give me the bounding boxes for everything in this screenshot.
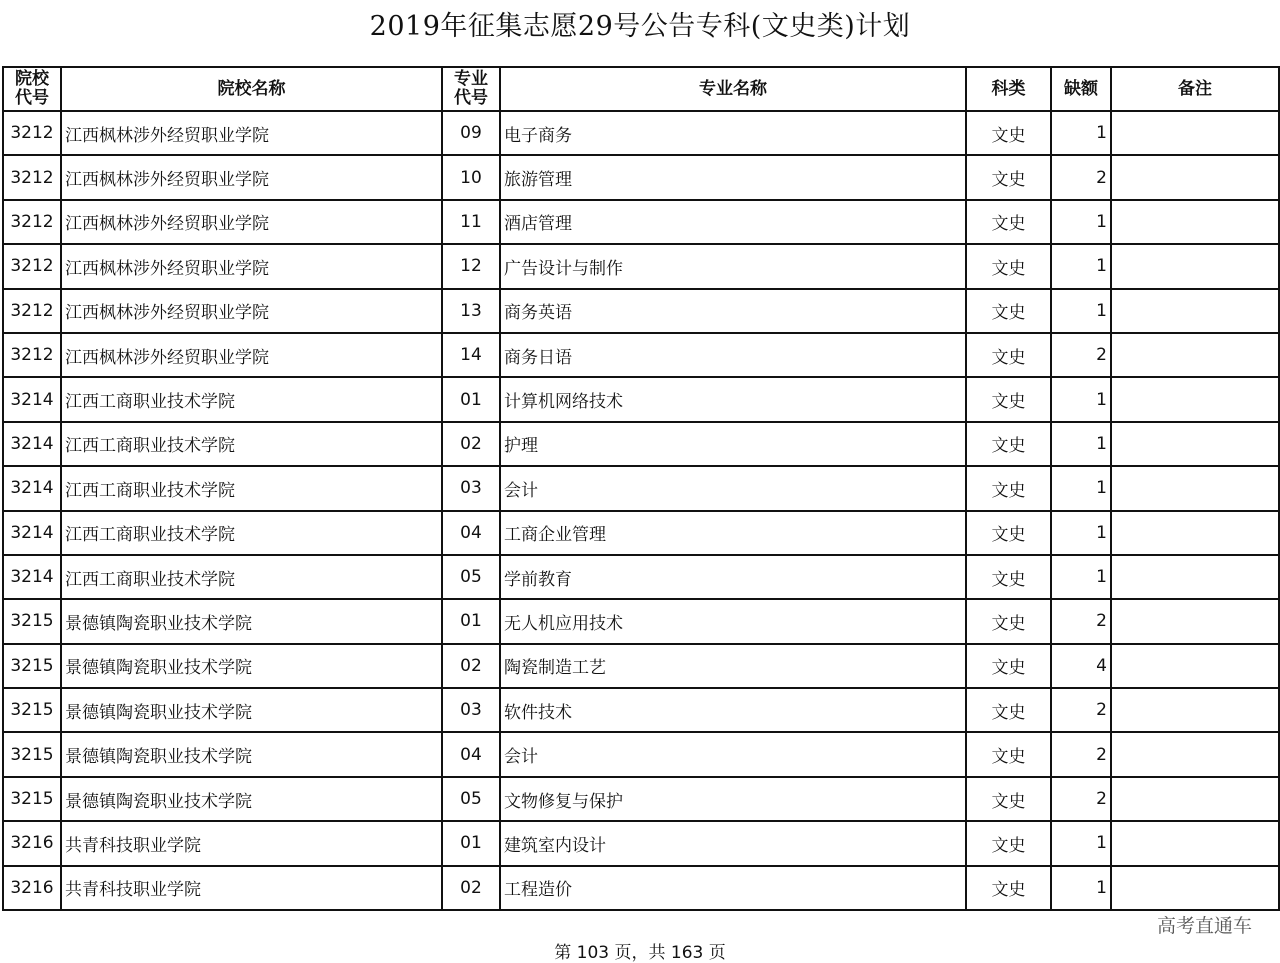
- table-row: [3, 555, 1279, 599]
- table-header-row: [3, 67, 1279, 111]
- table-row: [3, 200, 1279, 244]
- cell-vacancy: 1: [1051, 289, 1111, 333]
- cell-vacancy: 1: [1051, 821, 1111, 865]
- cell-vacancy: 2: [1051, 333, 1111, 377]
- cell-school-name: 江西枫林涉外经贸职业学院: [61, 155, 442, 199]
- cell-category: 文史: [966, 599, 1051, 643]
- cell-remarks: [1111, 555, 1279, 599]
- cell-major-name: 无人机应用技术: [500, 599, 966, 643]
- table-row: [3, 644, 1279, 688]
- table-row: [3, 821, 1279, 865]
- cell-school-code: 3215: [3, 644, 61, 688]
- cell-school-code: 3212: [3, 333, 61, 377]
- cell-remarks: [1111, 732, 1279, 776]
- table-row: [3, 377, 1279, 421]
- cell-major-code: 13: [442, 289, 500, 333]
- cell-vacancy: 2: [1051, 599, 1111, 643]
- cell-major-name: 电子商务: [500, 111, 966, 155]
- cell-major-code: 02: [442, 422, 500, 466]
- cell-major-name: 旅游管理: [500, 155, 966, 199]
- cell-major-name: 陶瓷制造工艺: [500, 644, 966, 688]
- cell-category: 文史: [966, 289, 1051, 333]
- cell-major-name: 工程造价: [500, 866, 966, 910]
- cell-major-code: 01: [442, 821, 500, 865]
- cell-school-code: 3216: [3, 821, 61, 865]
- table-row: [3, 155, 1279, 199]
- cell-category: 文史: [966, 866, 1051, 910]
- cell-category: 文史: [966, 422, 1051, 466]
- cell-remarks: [1111, 333, 1279, 377]
- header-major-name: 专业名称: [500, 67, 966, 111]
- cell-major-name: 广告设计与制作: [500, 244, 966, 288]
- cell-school-name: 江西工商职业技术学院: [61, 511, 442, 555]
- cell-major-name: 商务英语: [500, 289, 966, 333]
- table-row: [3, 111, 1279, 155]
- cell-remarks: [1111, 111, 1279, 155]
- cell-category: 文史: [966, 777, 1051, 821]
- cell-school-code: 3214: [3, 377, 61, 421]
- watermark: 高考直通车: [1156, 915, 1252, 937]
- cell-school-name: 共青科技职业学院: [61, 821, 442, 865]
- cell-school-code: 3215: [3, 732, 61, 776]
- cell-major-name: 文物修复与保护: [500, 777, 966, 821]
- cell-major-name: 软件技术: [500, 688, 966, 732]
- table-row: [3, 599, 1279, 643]
- table-row: [3, 466, 1279, 510]
- cell-remarks: [1111, 422, 1279, 466]
- cell-school-code: 3214: [3, 555, 61, 599]
- cell-school-name: 江西工商职业技术学院: [61, 555, 442, 599]
- cell-vacancy: 1: [1051, 200, 1111, 244]
- cell-remarks: [1111, 821, 1279, 865]
- cell-school-name: 江西工商职业技术学院: [61, 377, 442, 421]
- cell-school-name: 江西工商职业技术学院: [61, 422, 442, 466]
- cell-vacancy: 1: [1051, 244, 1111, 288]
- cell-remarks: [1111, 200, 1279, 244]
- cell-category: 文史: [966, 555, 1051, 599]
- page-footer: 第 103 页，共 163 页: [554, 943, 726, 963]
- cell-major-name: 工商企业管理: [500, 511, 966, 555]
- cell-vacancy: 2: [1051, 777, 1111, 821]
- table-row: [3, 511, 1279, 555]
- cell-remarks: [1111, 377, 1279, 421]
- cell-remarks: [1111, 511, 1279, 555]
- cell-major-name: 计算机网络技术: [500, 377, 966, 421]
- cell-remarks: [1111, 866, 1279, 910]
- cell-vacancy: 1: [1051, 866, 1111, 910]
- cell-vacancy: 2: [1051, 155, 1111, 199]
- cell-school-name: 景德镇陶瓷职业技术学院: [61, 732, 442, 776]
- cell-school-code: 3215: [3, 599, 61, 643]
- cell-remarks: [1111, 688, 1279, 732]
- cell-major-code: 02: [442, 644, 500, 688]
- page-title: 2019年征集志愿29号公告专科(文史类)计划: [369, 11, 911, 42]
- cell-major-code: 05: [442, 777, 500, 821]
- cell-major-code: 04: [442, 511, 500, 555]
- header-major-code: 专业代号: [442, 67, 500, 111]
- cell-major-name: 学前教育: [500, 555, 966, 599]
- cell-major-code: 04: [442, 732, 500, 776]
- cell-major-code: 09: [442, 111, 500, 155]
- cell-category: 文史: [966, 333, 1051, 377]
- cell-major-code: 02: [442, 866, 500, 910]
- cell-remarks: [1111, 289, 1279, 333]
- plan-table: [2, 66, 1280, 911]
- cell-school-code: 3214: [3, 422, 61, 466]
- cell-school-code: 3215: [3, 688, 61, 732]
- cell-major-name: 酒店管理: [500, 200, 966, 244]
- cell-major-name: 会计: [500, 466, 966, 510]
- cell-school-name: 景德镇陶瓷职业技术学院: [61, 644, 442, 688]
- header-vacancy: 缺额: [1051, 67, 1111, 111]
- table-row: [3, 777, 1279, 821]
- cell-remarks: [1111, 244, 1279, 288]
- cell-vacancy: 1: [1051, 466, 1111, 510]
- cell-category: 文史: [966, 821, 1051, 865]
- cell-major-code: 01: [442, 377, 500, 421]
- table-row: [3, 688, 1279, 732]
- table-row: [3, 333, 1279, 377]
- table-row: [3, 866, 1279, 910]
- cell-major-name: 建筑室内设计: [500, 821, 966, 865]
- cell-category: 文史: [966, 688, 1051, 732]
- cell-category: 文史: [966, 111, 1051, 155]
- cell-school-code: 3214: [3, 466, 61, 510]
- cell-school-name: 共青科技职业学院: [61, 866, 442, 910]
- cell-school-code: 3215: [3, 777, 61, 821]
- cell-school-code: 3212: [3, 155, 61, 199]
- cell-school-name: 景德镇陶瓷职业技术学院: [61, 599, 442, 643]
- cell-category: 文史: [966, 200, 1051, 244]
- cell-major-code: 05: [442, 555, 500, 599]
- cell-major-code: 12: [442, 244, 500, 288]
- cell-category: 文史: [966, 377, 1051, 421]
- cell-major-name: 护理: [500, 422, 966, 466]
- cell-category: 文史: [966, 155, 1051, 199]
- cell-major-code: 11: [442, 200, 500, 244]
- cell-school-code: 3212: [3, 244, 61, 288]
- cell-school-name: 江西枫林涉外经贸职业学院: [61, 200, 442, 244]
- cell-category: 文史: [966, 244, 1051, 288]
- cell-remarks: [1111, 599, 1279, 643]
- cell-school-name: 景德镇陶瓷职业技术学院: [61, 777, 442, 821]
- cell-vacancy: 2: [1051, 688, 1111, 732]
- cell-category: 文史: [966, 511, 1051, 555]
- header-school-name: 院校名称: [61, 67, 442, 111]
- cell-remarks: [1111, 644, 1279, 688]
- cell-vacancy: 1: [1051, 111, 1111, 155]
- header-remarks: 备注: [1111, 67, 1279, 111]
- table-row: [3, 422, 1279, 466]
- cell-school-code: 3212: [3, 111, 61, 155]
- cell-school-code: 3214: [3, 511, 61, 555]
- table-row: [3, 244, 1279, 288]
- cell-major-code: 01: [442, 599, 500, 643]
- header-school-code: 院校代号: [3, 67, 61, 111]
- cell-major-code: 10: [442, 155, 500, 199]
- cell-vacancy: 1: [1051, 422, 1111, 466]
- cell-school-name: 景德镇陶瓷职业技术学院: [61, 688, 442, 732]
- cell-school-name: 江西枫林涉外经贸职业学院: [61, 111, 442, 155]
- cell-vacancy: 1: [1051, 377, 1111, 421]
- cell-vacancy: 2: [1051, 732, 1111, 776]
- cell-remarks: [1111, 155, 1279, 199]
- cell-vacancy: 4: [1051, 644, 1111, 688]
- cell-school-code: 3212: [3, 200, 61, 244]
- cell-major-code: 03: [442, 466, 500, 510]
- cell-school-name: 江西枫林涉外经贸职业学院: [61, 289, 442, 333]
- cell-major-name: 会计: [500, 732, 966, 776]
- cell-school-code: 3216: [3, 866, 61, 910]
- cell-school-name: 江西枫林涉外经贸职业学院: [61, 244, 442, 288]
- cell-major-code: 14: [442, 333, 500, 377]
- cell-category: 文史: [966, 644, 1051, 688]
- cell-vacancy: 1: [1051, 511, 1111, 555]
- table-body: [3, 111, 1279, 910]
- cell-vacancy: 1: [1051, 555, 1111, 599]
- cell-remarks: [1111, 466, 1279, 510]
- cell-school-name: 江西工商职业技术学院: [61, 466, 442, 510]
- cell-school-code: 3212: [3, 289, 61, 333]
- cell-school-name: 江西枫林涉外经贸职业学院: [61, 333, 442, 377]
- header-category: 科类: [966, 67, 1051, 111]
- cell-major-name: 商务日语: [500, 333, 966, 377]
- cell-major-code: 03: [442, 688, 500, 732]
- table-row: [3, 289, 1279, 333]
- cell-remarks: [1111, 777, 1279, 821]
- table-row: [3, 732, 1279, 776]
- cell-category: 文史: [966, 466, 1051, 510]
- cell-category: 文史: [966, 732, 1051, 776]
